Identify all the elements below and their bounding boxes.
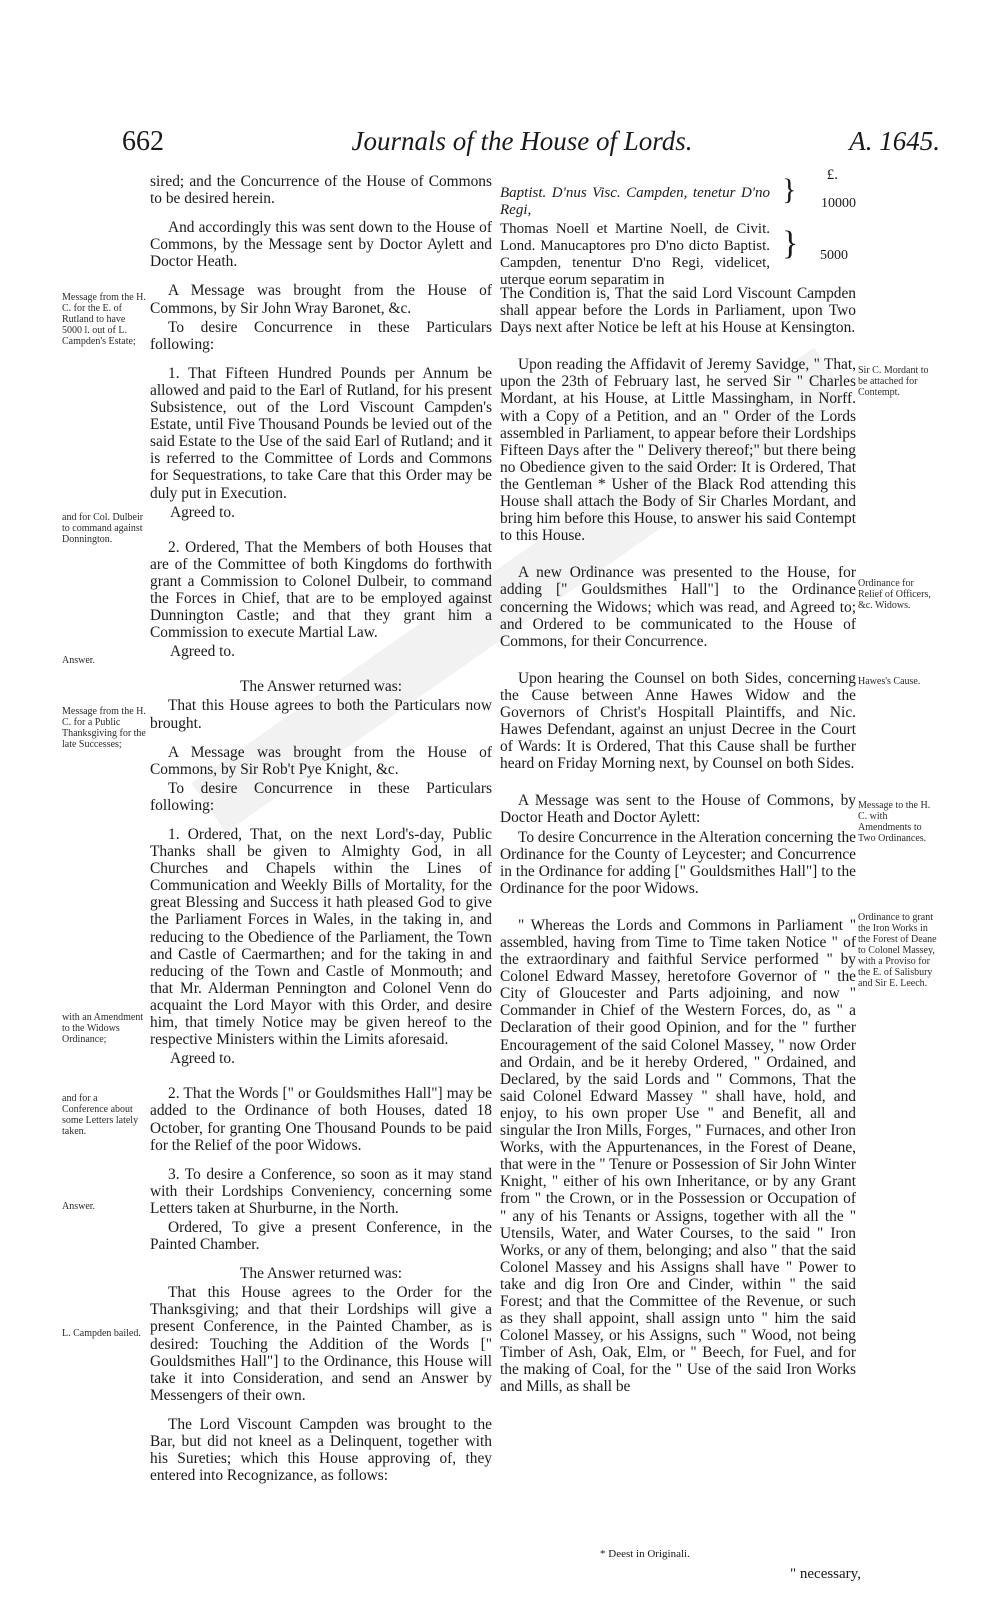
paragraph: That this House agrees to both the Particulars now brought. bbox=[150, 697, 492, 732]
paragraph: To desire Concurrence in the Alteration concerning the Ordinance for the County of Leycester; and Concurrence in the Ordinance for adding [" Gouldsmithes Hall"] to the Ordinance for the poor Widows. bbox=[500, 828, 856, 897]
margin-note-right: Ordinance for Relief of Officers, &c. Widows. bbox=[858, 578, 931, 611]
agreed-note: Agreed to. bbox=[170, 1050, 235, 1068]
paragraph: That this House agrees to the Order for the Thanksgiving; and that their Lordships will give a present Conference, in the Painted Chamber, as is desired: Touching the Addition of the Words [" Gouldsmithes Hall"] to the Ordinance, this House will take it into Consideration, and send an Answer by Messengers of their own. bbox=[150, 1284, 492, 1404]
surety-line: Baptist. D'nus Visc. Campden, tenetur D'no Regi, bbox=[500, 185, 770, 218]
margin-note-right: Hawes's Cause. bbox=[858, 676, 921, 687]
year: A. 1645. bbox=[849, 126, 940, 156]
margin-note-left: Message from the H. C. for a Public Thanksgiving for the late Successes; bbox=[62, 706, 146, 750]
margin-note-right: Message to the H. C. with Amendments to Two Ordinances. bbox=[858, 800, 931, 844]
page-number: 662 bbox=[122, 126, 164, 157]
paragraph: A Message was brought from the House of Commons, by Sir Rob't Pye Knight, &c. bbox=[150, 743, 492, 778]
paragraph: Ordered, To give a present Conference, in the Painted Chamber. bbox=[150, 1218, 492, 1254]
brace-mark: } bbox=[782, 225, 799, 262]
paragraph: The Lord Viscount Campden was brought to the Bar, but did not kneel as a Delinquent, together with his Sureties; which this House approving of, they entered into Recognizance, as follows: bbox=[150, 1415, 492, 1485]
paragraph: " Whereas the Lords and Commons in Parliament " assembled, having from Time to Time taken Notice " of the extraordinary and faithful Service performed " by Colonel Edward Massey, heretofore Governor of " the City of Gloucester and Parts adjoining, and now " Commander in Chief of the Western Forces, do, as " a Declaration of their good Opinion, and for the " further Encouragement of the said Colonel Massey, " now Order and Ordain, and be it hereby Ordered, " Ordained, and Declared, by the said Lords and " Commons, That the said Colonel Edward Massey " shall have, hold, and enjoy, to his own proper Use " and Benefit, all and singular the Iron Mills, Forges, " Furnaces, and other Iron Works, with the Appurtenances, in the Forest of Deane, that were in the " Tenure or Possession of Sir John Winter Knight, " either of his own Inheritance, or by any Grant from " the Crown, or in the Possession or Occupation of " any of his Tenants or Assigns, together with all the " Utensils, Water, and Water Courses, to the said " Iron Works, or any of them, belonging; and also " that the said Colonel Massey and his Assigns shall have " Power to take and dig Iron Ore and Cinder, within " the said Forest; and that the Committee of the Revenue, or such as they shall appoint, shall assign unto " him the said Colonel Massey, or his Assigns, such " Wood, not being Timber of Ash, Oak, Elm, or " Beech, for Fuel, and for the making of Coal, for the " Use of the said Iron Works and Mills, as shall be bbox=[500, 916, 856, 1396]
paragraph: A new Ordinance was presented to the House, for adding [" Gouldsmithes Hall"] to the Ordinance concerning the Widows; which was read, and Agreed to; and Ordered to be communicated to the House of Commons, for their Concurrence. bbox=[500, 564, 856, 650]
margin-note-left: with an Amendment to the Widows Ordinance; bbox=[62, 1012, 144, 1045]
paragraph: A Message was sent to the House of Commons, by Doctor Heath and Doctor Aylett: bbox=[500, 792, 856, 827]
paragraph: 1. That Fifteen Hundred Pounds per Annum be allowed and paid to the Earl of Rutland, for his present Subsistence, out of the Lord Viscount Campden's Estate, until Five Thousand Pounds be levied out of the said Estate to the Use of the said Earl of Rutland; and it is referred to the Committee of Lords and Commons for Sequestrations, to take Care that this Order may be duly put in Execution. bbox=[150, 364, 492, 502]
paragraph: A Message was brought from the House of Commons, by Sir John Wray Baronet, &c. bbox=[150, 282, 492, 317]
margin-note-left: and for a Conference about some Letters lately taken. bbox=[62, 1093, 139, 1137]
answer-heading: The Answer returned was: bbox=[240, 678, 402, 696]
paragraph: 2. Ordered, That the Members of both Houses that are of the Committee of both Kingdoms do forthwith grant a Commission to Colonel Dulbeir, to command the Forces in Chief, that are to be employed against Dunnington Castle; and that they grant him a Commission to execute Martial Law. bbox=[150, 538, 492, 642]
paragraph: And accordingly this was sent down to the House of Commons, by the Message sent by Doctor Aylett and Doctor Heath. bbox=[150, 219, 492, 271]
journal-title: Journals of the House of Lords. bbox=[351, 126, 693, 156]
agreed-note: Agreed to. bbox=[170, 503, 235, 521]
paragraph: Upon reading the Affidavit of Jeremy Savidge, " That, upon the 23th of February last, he served Sir " Charles Mordant, at his House, at Little Massingham, in Norff. with a Copy of a Petition, and an " Order of the Lords assembled in Parliament, to appear before their Lordships Fifteen Days after the " Delivery thereof;" but there being no Obedience given to the said Order: It is Ordered, That the Gentleman * Usher of the Black Rod attending this House shall attach the Body of Sir Charles Mordant, and bring him before this House, to answer his said Contempt to this House. bbox=[500, 356, 856, 545]
right-column bbox=[500, 167, 856, 1408]
currency-mark: £. bbox=[826, 167, 838, 183]
paragraph: 2. That the Words [" or Gouldsmithes Hall"] may be added to the Ordinance of both Houses, dated 18 October, for granting One Thousand Pounds to be paid for the Relief of the poor Widows. bbox=[150, 1085, 492, 1154]
paragraph: The Condition is, That the said Lord Viscount Campden shall appear before the Lords in Parliament, upon Two Days next after Notice be left at his House at Kensington. bbox=[500, 285, 856, 337]
page-header bbox=[122, 126, 940, 174]
paragraph: Upon hearing the Counsel on both Sides, concerning the Cause between Anne Hawes Widow and the Governors of Christ's Hospitall Plaintiffs, and Nic. Hawes Defendant, against an unjust Decree in the Court of Wards: It is Ordered, That this Cause shall be further heard on Friday Morning next, by Counsel on both Sides. bbox=[500, 669, 856, 773]
paragraph: 3. To desire a Conference, so soon as it may stand with their Lordships Conveniency, concerning some Letters taken at Shurburne, in the North. bbox=[150, 1165, 492, 1217]
surety-amount: 5000 bbox=[820, 248, 848, 263]
margin-note-left: L. Campden bailed. bbox=[62, 1328, 141, 1339]
margin-note-right: Sir C. Mordant to be attached for Contempt. bbox=[858, 365, 929, 398]
catchword: " necessary, bbox=[790, 1566, 861, 1582]
recognizance-block bbox=[500, 167, 856, 288]
margin-note-right: Ordinance to grant the Iron Works in the Forest of Deane to Colonel Massey, with a Proviso for the E. of Salisbury and Sir E. Leech. bbox=[858, 912, 937, 989]
paragraph: To desire Concurrence in these Particulars following: bbox=[150, 318, 492, 353]
surety-amount: 10000 bbox=[821, 196, 856, 211]
margin-note-left: Answer. bbox=[62, 1201, 96, 1212]
surety-line: Thomas Noell et Martine Noell, de Civit. Lond. Manucaptores pro D'no dicto Baptist. Campden, tenentur D'no Regi, videlicet, uterque eorum separatim in bbox=[500, 221, 770, 288]
margin-note-left: Answer. bbox=[62, 655, 96, 666]
paragraph: sired; and the Concurrence of the House of Commons to be desired herein. bbox=[150, 173, 492, 208]
brace-mark: } bbox=[782, 173, 797, 206]
footnote: * Deest in Originali. bbox=[600, 1548, 690, 1560]
margin-note-left: and for Col. Dulbeir to command against Donnington. bbox=[62, 512, 144, 545]
paragraph: To desire Concurrence in these Particulars following: bbox=[150, 779, 492, 814]
paragraph: 1. Ordered, That, on the next Lord's-day, Public Thanks shall be given to Almighty God, in all Churches and Chapels within the Lines of Communication and Weekly Bills of Mortality, for the great Blessing and Success it hath pleased God to give the Parliament Forces in Wales, in the taking in, and reducing to the Obedience of the Parliament, the Town and Castle of Caermarthen; and for the taking in and reducing of the Town and Castle of Monmouth; and that Mr. Alderman Pennington and Colonel Venn do acquaint the Lord Mayor with this Order, and desire him, that timely Notice may be given hereof to the respective Ministers within the Limits aforesaid. bbox=[150, 826, 492, 1049]
answer-heading: The Answer returned was: bbox=[240, 1265, 402, 1283]
margin-note-left: Message from the H. C. for the E. of Rutland to have 5000 l. out of L. Campden's Estate; bbox=[62, 292, 146, 347]
left-column bbox=[150, 173, 492, 1496]
agreed-note: Agreed to. bbox=[170, 643, 235, 661]
